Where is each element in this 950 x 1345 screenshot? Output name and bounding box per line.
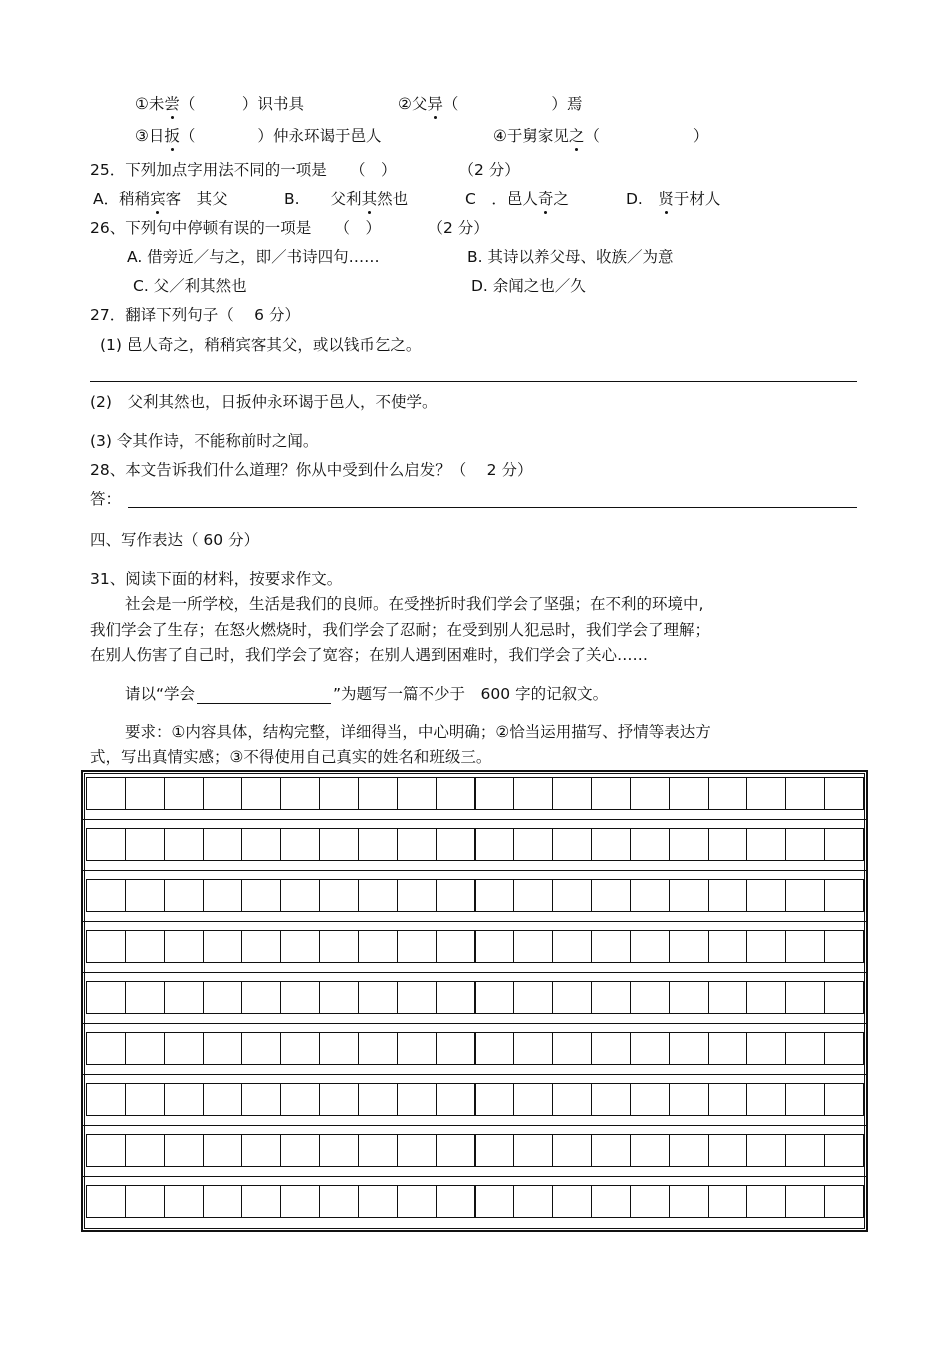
- grid-cell[interactable]: [785, 1083, 825, 1116]
- title-blank: [197, 687, 331, 704]
- grid-cell[interactable]: [475, 981, 515, 1014]
- grid-cell[interactable]: [669, 777, 709, 810]
- grid-cell[interactable]: [591, 1032, 631, 1065]
- grid-cell[interactable]: [708, 930, 748, 963]
- grid-cell[interactable]: [436, 1185, 476, 1218]
- grid-cell[interactable]: [164, 930, 204, 963]
- grid-cell[interactable]: [552, 828, 592, 861]
- grid-cell[interactable]: [475, 879, 515, 912]
- grid-cell[interactable]: [591, 981, 631, 1014]
- grid-cell[interactable]: [824, 1134, 864, 1167]
- grid-cell[interactable]: [630, 930, 670, 963]
- grid-cell[interactable]: [591, 1083, 631, 1116]
- grid-cell[interactable]: [358, 828, 398, 861]
- grid-cell[interactable]: [513, 828, 553, 861]
- grid-cell[interactable]: [785, 1032, 825, 1065]
- grid-cell[interactable]: [824, 777, 864, 810]
- grid-cell[interactable]: [436, 1134, 476, 1167]
- q26-option-d: D. 余闻之也／久: [471, 277, 586, 295]
- grid-cell[interactable]: [475, 930, 515, 963]
- grid-cell[interactable]: [203, 828, 243, 861]
- q26-option-b: B. 其诗以养父母、收族／为意: [467, 248, 674, 266]
- grid-cell[interactable]: [436, 1083, 476, 1116]
- grid-cell[interactable]: [746, 879, 786, 912]
- grid-cell[interactable]: [125, 828, 165, 861]
- grid-cell[interactable]: [475, 828, 515, 861]
- grid-cell[interactable]: [397, 981, 437, 1014]
- q25-option-b: B. 父利其然也: [284, 190, 409, 208]
- grid-cell[interactable]: [552, 1185, 592, 1218]
- grid-cell[interactable]: [708, 1032, 748, 1065]
- material-paragraph: 我们学会了生存；在怒火燃烧时，我们学会了忍耐；在受到别人犯忌时，我们学会了理解；: [90, 621, 711, 639]
- grid-cell[interactable]: [203, 1032, 243, 1065]
- q25-option-a: A．稍稍宾客 其父: [93, 190, 228, 208]
- grid-row-gap: [83, 1074, 866, 1075]
- q24-item-1: ①未尝（ ）识书具: [135, 95, 304, 113]
- dotted-char: 异: [427, 95, 443, 113]
- grid-cell[interactable]: [824, 1032, 864, 1065]
- requirements: 式，写出真情实感；③不得使用自己真实的姓名和班级三。: [90, 748, 492, 766]
- grid-cell[interactable]: [591, 1185, 631, 1218]
- grid-cell[interactable]: [436, 930, 476, 963]
- grid-cell[interactable]: [241, 981, 281, 1014]
- grid-cell[interactable]: [708, 828, 748, 861]
- grid-cell[interactable]: [125, 879, 165, 912]
- grid-cell[interactable]: [358, 1083, 398, 1116]
- grid-cell[interactable]: [552, 879, 592, 912]
- grid-row-gap: [83, 972, 866, 973]
- grid-cell[interactable]: [164, 777, 204, 810]
- grid-cell[interactable]: [203, 1083, 243, 1116]
- grid-cell[interactable]: [358, 981, 398, 1014]
- answer-line: [128, 507, 857, 508]
- grid-cell[interactable]: [241, 777, 281, 810]
- q26-stem: 26、下列句中停顿有误的一项是 （ ） （2 分）: [90, 219, 489, 237]
- grid-cell[interactable]: [669, 1185, 709, 1218]
- grid-cell[interactable]: [591, 828, 631, 861]
- answer-label: 答：: [90, 490, 122, 508]
- grid-cell[interactable]: [319, 777, 359, 810]
- grid-cell[interactable]: [164, 1032, 204, 1065]
- grid-cell[interactable]: [397, 1185, 437, 1218]
- grid-cell[interactable]: [164, 1083, 204, 1116]
- grid-cell[interactable]: [630, 1185, 670, 1218]
- grid-cell[interactable]: [708, 1185, 748, 1218]
- grid-cell[interactable]: [669, 1134, 709, 1167]
- grid-cell[interactable]: [397, 1134, 437, 1167]
- grid-cell[interactable]: [475, 777, 515, 810]
- grid-cell[interactable]: [358, 777, 398, 810]
- grid-cell[interactable]: [319, 1032, 359, 1065]
- grid-cell[interactable]: [86, 1032, 126, 1065]
- grid-row-gap: [83, 1125, 866, 1126]
- grid-cell[interactable]: [203, 879, 243, 912]
- grid-cell[interactable]: [203, 930, 243, 963]
- grid-cell[interactable]: [397, 1083, 437, 1116]
- grid-cell[interactable]: [708, 777, 748, 810]
- grid-cell[interactable]: [552, 1032, 592, 1065]
- grid-row-gap: [83, 921, 866, 922]
- grid-cell[interactable]: [630, 1134, 670, 1167]
- grid-cell[interactable]: [708, 1134, 748, 1167]
- grid-cell[interactable]: [280, 879, 320, 912]
- grid-cell[interactable]: [552, 1083, 592, 1116]
- grid-cell[interactable]: [552, 930, 592, 963]
- q31-stem: 31、阅读下面的材料，按要求作文。: [90, 570, 343, 588]
- grid-cell[interactable]: [203, 1134, 243, 1167]
- grid-row-gap: [83, 870, 866, 871]
- grid-cell[interactable]: [319, 930, 359, 963]
- grid-cell[interactable]: [358, 1185, 398, 1218]
- q27-sentence-2: (2) 父利其然也，日扳仲永环谒于邑人，不使学。: [90, 393, 438, 411]
- grid-cell[interactable]: [630, 1083, 670, 1116]
- grid-cell[interactable]: [280, 828, 320, 861]
- grid-row-gap: [83, 1023, 866, 1024]
- dotted-char: 之: [568, 127, 585, 145]
- writing-grid[interactable]: [81, 770, 868, 1232]
- essay-prompt: 请以“学会 ”为题写一篇不少于 600 字的记叙文。: [125, 685, 609, 703]
- q28-stem: 28、本文告诉我们什么道理？你从中受到什么启发？（ 2 分）: [90, 461, 533, 479]
- grid-cell[interactable]: [785, 930, 825, 963]
- grid-cell[interactable]: [708, 879, 748, 912]
- grid-cell[interactable]: [241, 1032, 281, 1065]
- grid-cell[interactable]: [319, 828, 359, 861]
- grid-cell[interactable]: [397, 1032, 437, 1065]
- q26-option-c: C. 父／利其然也: [133, 277, 247, 295]
- grid-cell[interactable]: [280, 777, 320, 810]
- dotted-char: 尝: [164, 95, 180, 113]
- grid-row-gap: [83, 1176, 866, 1177]
- grid-cell[interactable]: [280, 981, 320, 1014]
- grid-cell[interactable]: [475, 1185, 515, 1218]
- grid-cell[interactable]: [280, 1185, 320, 1218]
- material-paragraph: 社会是一所学校，生活是我们的良师。在受挫折时我们学会了坚强；在不利的环境中,: [125, 595, 704, 613]
- grid-cell[interactable]: [591, 930, 631, 963]
- grid-cell[interactable]: [241, 1185, 281, 1218]
- grid-cell[interactable]: [824, 930, 864, 963]
- q24-item-3: ③日扳（ ）仲永环谒于邑人: [135, 127, 382, 145]
- q25-option-c: C ．邑人奇之: [465, 190, 569, 208]
- grid-cell[interactable]: [630, 828, 670, 861]
- grid-cell[interactable]: [746, 930, 786, 963]
- grid-cell[interactable]: [164, 1185, 204, 1218]
- grid-cell[interactable]: [513, 879, 553, 912]
- requirements: 要求：①内容具体，结构完整，详细得当，中心明确；②恰当运用描写、抒情等表达方: [125, 723, 711, 741]
- grid-cell[interactable]: [164, 1134, 204, 1167]
- grid-cell[interactable]: [125, 1083, 165, 1116]
- grid-cell[interactable]: [319, 1134, 359, 1167]
- grid-cell[interactable]: [630, 879, 670, 912]
- grid-cell[interactable]: [591, 1134, 631, 1167]
- grid-cell[interactable]: [785, 828, 825, 861]
- grid-cell[interactable]: [552, 777, 592, 810]
- grid-cell[interactable]: [630, 1032, 670, 1065]
- grid-cell[interactable]: [746, 981, 786, 1014]
- grid-cell[interactable]: [203, 1185, 243, 1218]
- grid-cell[interactable]: [669, 879, 709, 912]
- grid-cell[interactable]: [785, 1185, 825, 1218]
- grid-cell[interactable]: [552, 981, 592, 1014]
- q27-stem: 27．翻译下列句子（ 6 分）: [90, 306, 300, 324]
- grid-cell[interactable]: [746, 1134, 786, 1167]
- grid-cell[interactable]: [86, 1083, 126, 1116]
- grid-cell[interactable]: [708, 981, 748, 1014]
- grid-cell[interactable]: [591, 879, 631, 912]
- grid-cell[interactable]: [86, 828, 126, 861]
- grid-cell[interactable]: [203, 777, 243, 810]
- q27-sentence-1: (1) 邑人奇之，稍稍宾客其父，或以钱币乞之。: [100, 336, 422, 354]
- grid-cell[interactable]: [513, 1185, 553, 1218]
- grid-cell[interactable]: [241, 930, 281, 963]
- grid-cell[interactable]: [785, 1134, 825, 1167]
- grid-cell[interactable]: [513, 1134, 553, 1167]
- grid-cell[interactable]: [86, 879, 126, 912]
- grid-cell[interactable]: [513, 1083, 553, 1116]
- q25-stem: 25．下列加点字用法不同的一项是 （ ） （2 分）: [90, 161, 520, 179]
- grid-cell[interactable]: [280, 930, 320, 963]
- grid-cell[interactable]: [785, 981, 825, 1014]
- grid-cell[interactable]: [513, 981, 553, 1014]
- grid-cell[interactable]: [86, 930, 126, 963]
- grid-cell[interactable]: [241, 828, 281, 861]
- grid-cell[interactable]: [513, 777, 553, 810]
- grid-cell[interactable]: [125, 1134, 165, 1167]
- section-title: 四、写作表达（ 60 分）: [90, 531, 260, 549]
- grid-cell[interactable]: [397, 828, 437, 861]
- grid-cell[interactable]: [164, 879, 204, 912]
- grid-cell[interactable]: [824, 828, 864, 861]
- grid-cell[interactable]: [125, 981, 165, 1014]
- grid-cell[interactable]: [125, 1032, 165, 1065]
- grid-cell[interactable]: [475, 1083, 515, 1116]
- grid-cell[interactable]: [241, 1134, 281, 1167]
- grid-cell[interactable]: [824, 1083, 864, 1116]
- grid-cell[interactable]: [319, 1083, 359, 1116]
- grid-cell[interactable]: [746, 828, 786, 861]
- grid-cell[interactable]: [513, 930, 553, 963]
- q24-item-2: ②父异（ ）焉: [398, 95, 583, 113]
- grid-cell[interactable]: [475, 1032, 515, 1065]
- grid-cell[interactable]: [785, 879, 825, 912]
- q27-sentence-3: (3) 令其作诗，不能称前时之闻。: [90, 432, 319, 450]
- grid-cell[interactable]: [669, 1032, 709, 1065]
- grid-cell[interactable]: [475, 1134, 515, 1167]
- grid-cell[interactable]: [824, 981, 864, 1014]
- grid-cell[interactable]: [436, 1032, 476, 1065]
- grid-cell[interactable]: [125, 777, 165, 810]
- grid-cell[interactable]: [669, 828, 709, 861]
- grid-cell[interactable]: [746, 777, 786, 810]
- grid-cell[interactable]: [552, 1134, 592, 1167]
- grid-row-gap: [83, 819, 866, 820]
- material-paragraph: 在别人伤害了自己时，我们学会了宽容；在别人遇到困难时，我们学会了关心……: [90, 646, 649, 664]
- grid-cell[interactable]: [591, 777, 631, 810]
- grid-cell[interactable]: [746, 1185, 786, 1218]
- grid-cell[interactable]: [824, 1185, 864, 1218]
- grid-cell[interactable]: [358, 1032, 398, 1065]
- grid-cell[interactable]: [86, 981, 126, 1014]
- grid-cell[interactable]: [669, 1083, 709, 1116]
- grid-cell[interactable]: [630, 777, 670, 810]
- grid-cell[interactable]: [241, 879, 281, 912]
- q24-item-4: ④于舅家见之（ ）: [493, 127, 709, 145]
- dotted-char: 扳: [164, 127, 180, 145]
- grid-cell[interactable]: [436, 879, 476, 912]
- grid-cell[interactable]: [397, 879, 437, 912]
- grid-cell[interactable]: [746, 1083, 786, 1116]
- grid-cell[interactable]: [319, 1185, 359, 1218]
- grid-cell[interactable]: [241, 1083, 281, 1116]
- grid-cell[interactable]: [785, 777, 825, 810]
- grid-cell[interactable]: [358, 1134, 398, 1167]
- grid-cell[interactable]: [358, 879, 398, 912]
- grid-cell[interactable]: [86, 1185, 126, 1218]
- grid-cell[interactable]: [669, 981, 709, 1014]
- grid-cell[interactable]: [513, 1032, 553, 1065]
- q26-option-a: A. 借旁近／与之，即／书诗四句……: [127, 248, 380, 266]
- grid-cell[interactable]: [86, 1134, 126, 1167]
- q25-option-d: D. 贤于材人: [626, 190, 721, 208]
- grid-cell[interactable]: [358, 930, 398, 963]
- grid-cell[interactable]: [164, 981, 204, 1014]
- grid-cell[interactable]: [125, 1185, 165, 1218]
- grid-cell[interactable]: [630, 981, 670, 1014]
- grid-cell[interactable]: [203, 981, 243, 1014]
- grid-cell[interactable]: [319, 981, 359, 1014]
- grid-cell[interactable]: [164, 828, 204, 861]
- grid-cell[interactable]: [280, 1083, 320, 1116]
- grid-cell[interactable]: [436, 777, 476, 810]
- grid-cell[interactable]: [125, 930, 165, 963]
- grid-cell[interactable]: [436, 828, 476, 861]
- grid-cell[interactable]: [86, 777, 126, 810]
- grid-cell[interactable]: [436, 981, 476, 1014]
- grid-cell[interactable]: [746, 1032, 786, 1065]
- answer-line: [90, 381, 857, 382]
- grid-cell[interactable]: [669, 930, 709, 963]
- grid-cell[interactable]: [280, 1134, 320, 1167]
- grid-cell[interactable]: [708, 1083, 748, 1116]
- grid-cell[interactable]: [397, 930, 437, 963]
- grid-cell[interactable]: [319, 879, 359, 912]
- grid-cell[interactable]: [280, 1032, 320, 1065]
- grid-cell[interactable]: [824, 879, 864, 912]
- grid-cell[interactable]: [397, 777, 437, 810]
